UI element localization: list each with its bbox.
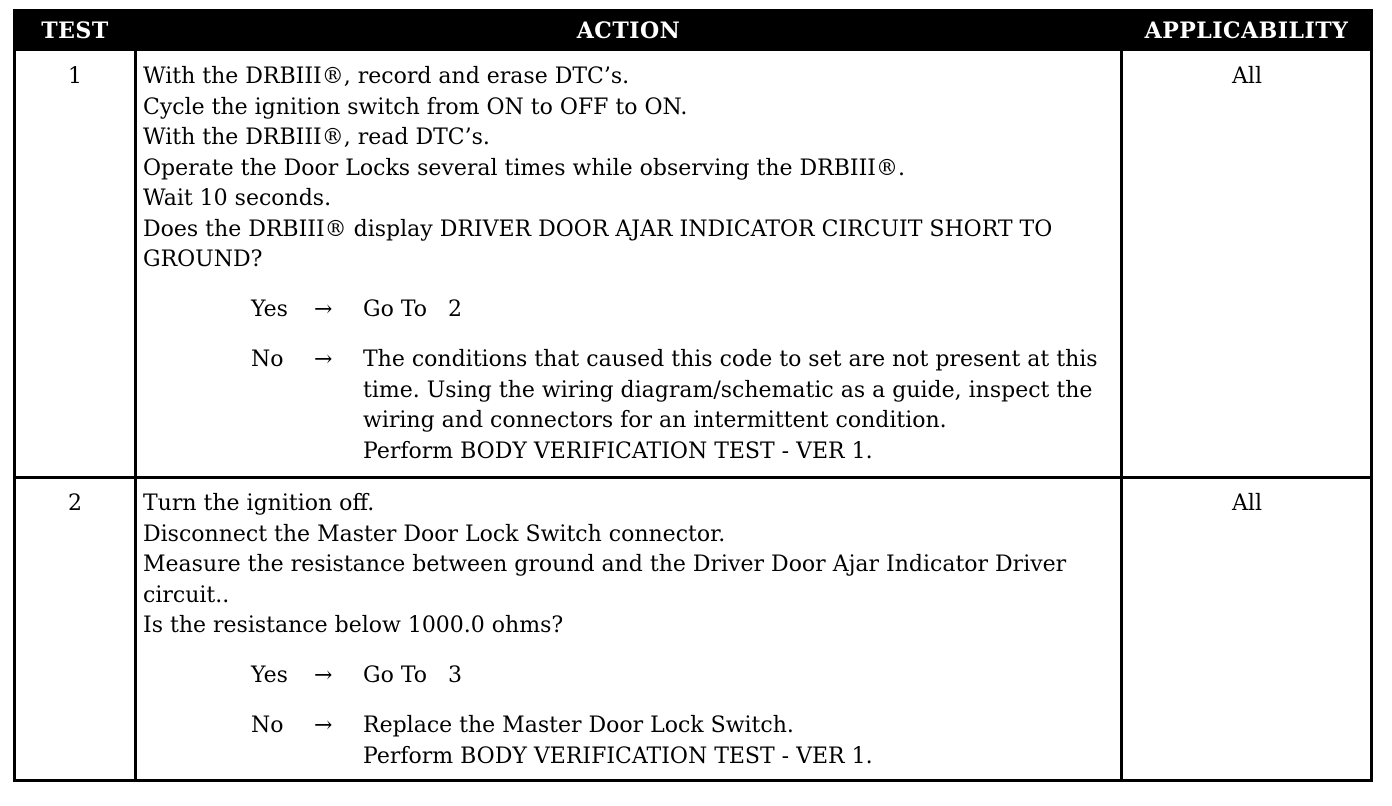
no-result-line: wiring and connectors for an intermittent condition. — [363, 408, 947, 433]
right-arrow-icon: → — [314, 663, 333, 688]
diagnostic-table — [13, 9, 1373, 782]
action-text — [143, 489, 1118, 642]
action-line: Turn the ignition off. — [143, 491, 375, 516]
yes-label: Yes — [251, 297, 288, 322]
no-label: No — [251, 347, 284, 372]
no-result-line: Perform BODY VERIFICATION TEST - VER 1. — [363, 743, 873, 769]
no-label: No — [251, 713, 284, 738]
action-line: Wait 10 seconds. — [143, 186, 332, 211]
no-result-line: The conditions that caused this code to set are not present at this — [363, 347, 1098, 372]
yes-label: Yes — [251, 663, 288, 688]
applicability-value: All — [1232, 64, 1262, 89]
no-result-line: time. Using the wiring diagram/schematic as a guide, inspect the — [363, 377, 1093, 403]
header-applicability: APPLICABILITY — [1144, 18, 1349, 44]
action-line: GROUND? — [143, 247, 263, 272]
no-result-line: Replace the Master Door Lock Switch. — [363, 713, 794, 738]
column-divider — [134, 51, 137, 779]
action-line: circuit.. — [143, 582, 230, 608]
action-text — [143, 62, 1118, 276]
yes-result: Go To 2 — [363, 297, 462, 322]
no-result — [363, 711, 873, 772]
no-option — [251, 345, 1121, 470]
action-line: Operate the Door Locks several times while observing the DRBIII®. — [143, 155, 905, 181]
no-option — [251, 711, 1121, 773]
yes-option — [251, 661, 1121, 692]
yes-result: Go To 3 — [363, 663, 462, 688]
action-line: Disconnect the Master Door Lock Switch connector. — [143, 521, 726, 547]
test-number: 2 — [68, 491, 82, 516]
yes-option — [251, 295, 1121, 326]
row-divider — [16, 476, 1370, 479]
action-line: Is the resistance below 1000.0 ohms? — [143, 613, 564, 638]
applicability-value: All — [1232, 491, 1262, 516]
action-line: With the DRBIII®, read DTC’s. — [143, 125, 490, 150]
right-arrow-icon: → — [314, 347, 333, 372]
no-result — [363, 345, 1098, 467]
action-line: Measure the resistance between ground and the Driver Door Ajar Indicator Driver — [143, 552, 1067, 577]
no-result-line: Perform BODY VERIFICATION TEST - VER 1. — [363, 438, 873, 464]
header-test: TEST — [41, 18, 109, 44]
right-arrow-icon: → — [314, 713, 333, 738]
right-arrow-icon: → — [314, 297, 333, 322]
action-line: Does the DRBIII® display DRIVER DOOR AJAR INDICATOR CIRCUIT SHORT TO — [143, 216, 1053, 242]
test-number: 1 — [68, 64, 82, 89]
header-action: ACTION — [576, 18, 681, 44]
action-line: With the DRBIII®, record and erase DTC’s. — [143, 64, 630, 89]
table-header — [16, 12, 1370, 51]
action-line: Cycle the ignition switch from ON to OFF to ON. — [143, 94, 688, 120]
